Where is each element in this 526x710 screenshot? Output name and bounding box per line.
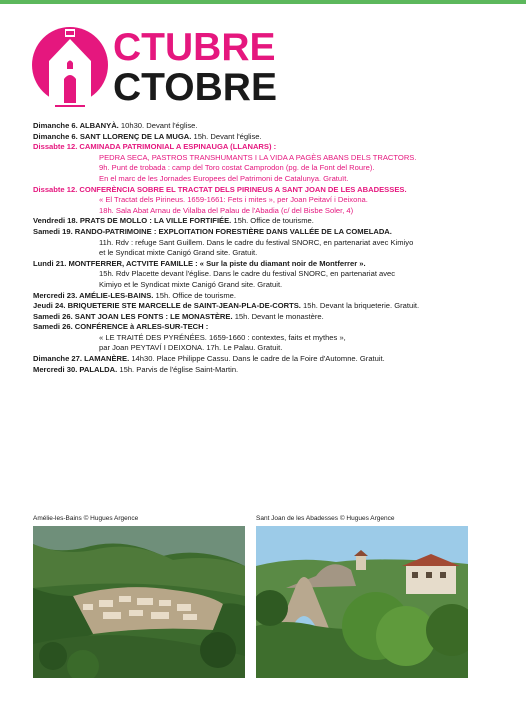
event-line — [33, 216, 503, 227]
event-heading: Mercredi 23. AMÉLIE-LES-BAINS. — [33, 290, 154, 300]
event-details: Kimiyo et le Syndicat mixte Canigó Grand site. Gratuit. — [99, 279, 283, 289]
event-heading: Dimanche 6. ALBANYÀ. — [33, 121, 119, 130]
event-line — [33, 354, 503, 365]
event-line — [33, 153, 503, 164]
event-details: « LE TRAITÉ DES PYRÉNÉES. 1659-1660 : contextes, faits et mythes », — [99, 332, 346, 342]
event-line — [33, 291, 503, 302]
event-line — [33, 365, 503, 376]
event-details: PEDRA SECA, PASTROS TRANSHUMANTS I LA VIDA A PAGÈS ABANS DELS TRACTORS. — [99, 152, 417, 162]
photo-caption-sant-joan: Sant Joan de les Abadesses © Hugues Argence — [256, 515, 395, 522]
event-details: 15h. Office de tourisme. — [231, 216, 314, 226]
event-heading: Samedi 26. SANT JOAN LES FONTS : LE MONASTÈRE. — [33, 311, 233, 321]
sant-joan-de-les-abadesses-photo — [256, 526, 468, 678]
event-details: En el marc de les Jornades Europees del Patrimoni de Catalunya. Gratuït. — [99, 173, 349, 183]
event-line — [33, 132, 503, 143]
event-details: 10h30. Devant l'église. — [118, 121, 198, 130]
event-details: 18h. Sala Abat Arnau de Vilalba del Palau de l'Abadia (c/ del Bisbe Soler, 4) — [99, 205, 354, 215]
page-title-french: CTOBRE — [113, 66, 277, 109]
event-details: 15h. Devant la briqueterie. Gratuit. — [300, 301, 420, 311]
event-line — [33, 322, 503, 333]
event-line — [33, 343, 503, 354]
event-details: 15h. Rdv Placette devant l'église. Dans le cadre du festival SNORC, en partenariat avec — [99, 269, 396, 279]
event-details: 9h. Punt de trobada : camp del Toro costat Camprodon (pg. de la Font del Roure). — [99, 163, 375, 173]
event-heading: Samedi 19. RANDO-PATRIMOINE : EXPLOITATION FORESTIÈRE DANS VALLÉE DE LA COMELADA. — [33, 226, 392, 236]
event-heading: Lundi 21. MONTFERRER, ACTVITE FAMILLE : « Sur la piste du diamant noir de Montferrer ». — [33, 258, 366, 268]
event-details: 14h30. Place Philippe Cassu. Dans le cadre de la Foire d'Automne. Gratuit. — [129, 354, 385, 364]
event-line — [33, 185, 503, 196]
event-details: 15h. Devant l'église. — [191, 131, 262, 141]
event-heading: Dimanche 6. SANT LLORENÇ DE LA MUGA. — [33, 131, 192, 141]
event-line — [33, 280, 503, 291]
event-line — [33, 206, 503, 217]
event-heading: Jeudi 24. BRIQUETERIE STE MARCELLE de SAINT-JEAN-PLA-DE-CORTS. — [33, 301, 301, 311]
amelie-les-bains-photo — [33, 526, 245, 678]
event-line — [33, 238, 503, 249]
event-heading: Vendredi 18. PRATS DE MOLLO : LA VILLE FORTIFIÉE. — [33, 216, 232, 226]
event-details: « El Tractat dels Pirineus. 1659-1661: Fets i mites », per Joan Peitaví i Deixona. — [99, 195, 368, 205]
events-list — [33, 121, 503, 375]
event-details: 11h. Rdv : refuge Sant Guillem. Dans le cadre du festival SNORC, en partenariat avec Kimiyo — [99, 237, 414, 247]
event-details: 15h. Office de tourisme. — [153, 290, 236, 300]
event-line — [33, 227, 503, 238]
event-heading: Dimanche 27. LAMANÈRE. — [33, 354, 130, 364]
event-heading: Dissabte 12. CAMINADA PATRIMONIAL A ESPINAUGA (LLANARS) : — [33, 142, 277, 152]
event-line — [33, 248, 503, 259]
event-line — [33, 333, 503, 344]
top-accent-bar — [0, 0, 526, 4]
event-details: 15h. Parvis de l'église Saint-Martin. — [117, 364, 239, 374]
event-line — [33, 312, 503, 323]
event-line — [33, 195, 503, 206]
event-line — [33, 163, 503, 174]
event-line — [33, 301, 503, 312]
event-details: 15h. Devant le monastère. — [232, 311, 324, 321]
event-line — [33, 259, 503, 270]
event-heading: Samedi 26. CONFÉRENCE à ARLES-SUR-TECH : — [33, 322, 209, 332]
event-details: par Joan PEYTAVÍ I DEIXONA. 17h. Le Palau. Gratuit. — [99, 343, 283, 353]
event-details: et le Syndicat mixte Canigó Grand site. Gratuit. — [99, 248, 258, 258]
event-line — [33, 174, 503, 185]
event-heading: Dissabte 12. CONFERÈNCIA SOBRE EL TRACTAT DELS PIRINEUS A SANT JOAN DE LES ABADESSES. — [33, 184, 407, 194]
photo-caption-amelie: Amélie-les-Bains © Hugues Argence — [33, 515, 139, 522]
event-line — [33, 269, 503, 280]
chapel-logo-icon — [31, 23, 109, 107]
event-line — [33, 142, 503, 153]
event-line — [33, 121, 503, 132]
page-title-catalan: CTUBRE — [113, 26, 276, 69]
event-heading: Mercredi 30. PALALDA. — [33, 364, 118, 374]
